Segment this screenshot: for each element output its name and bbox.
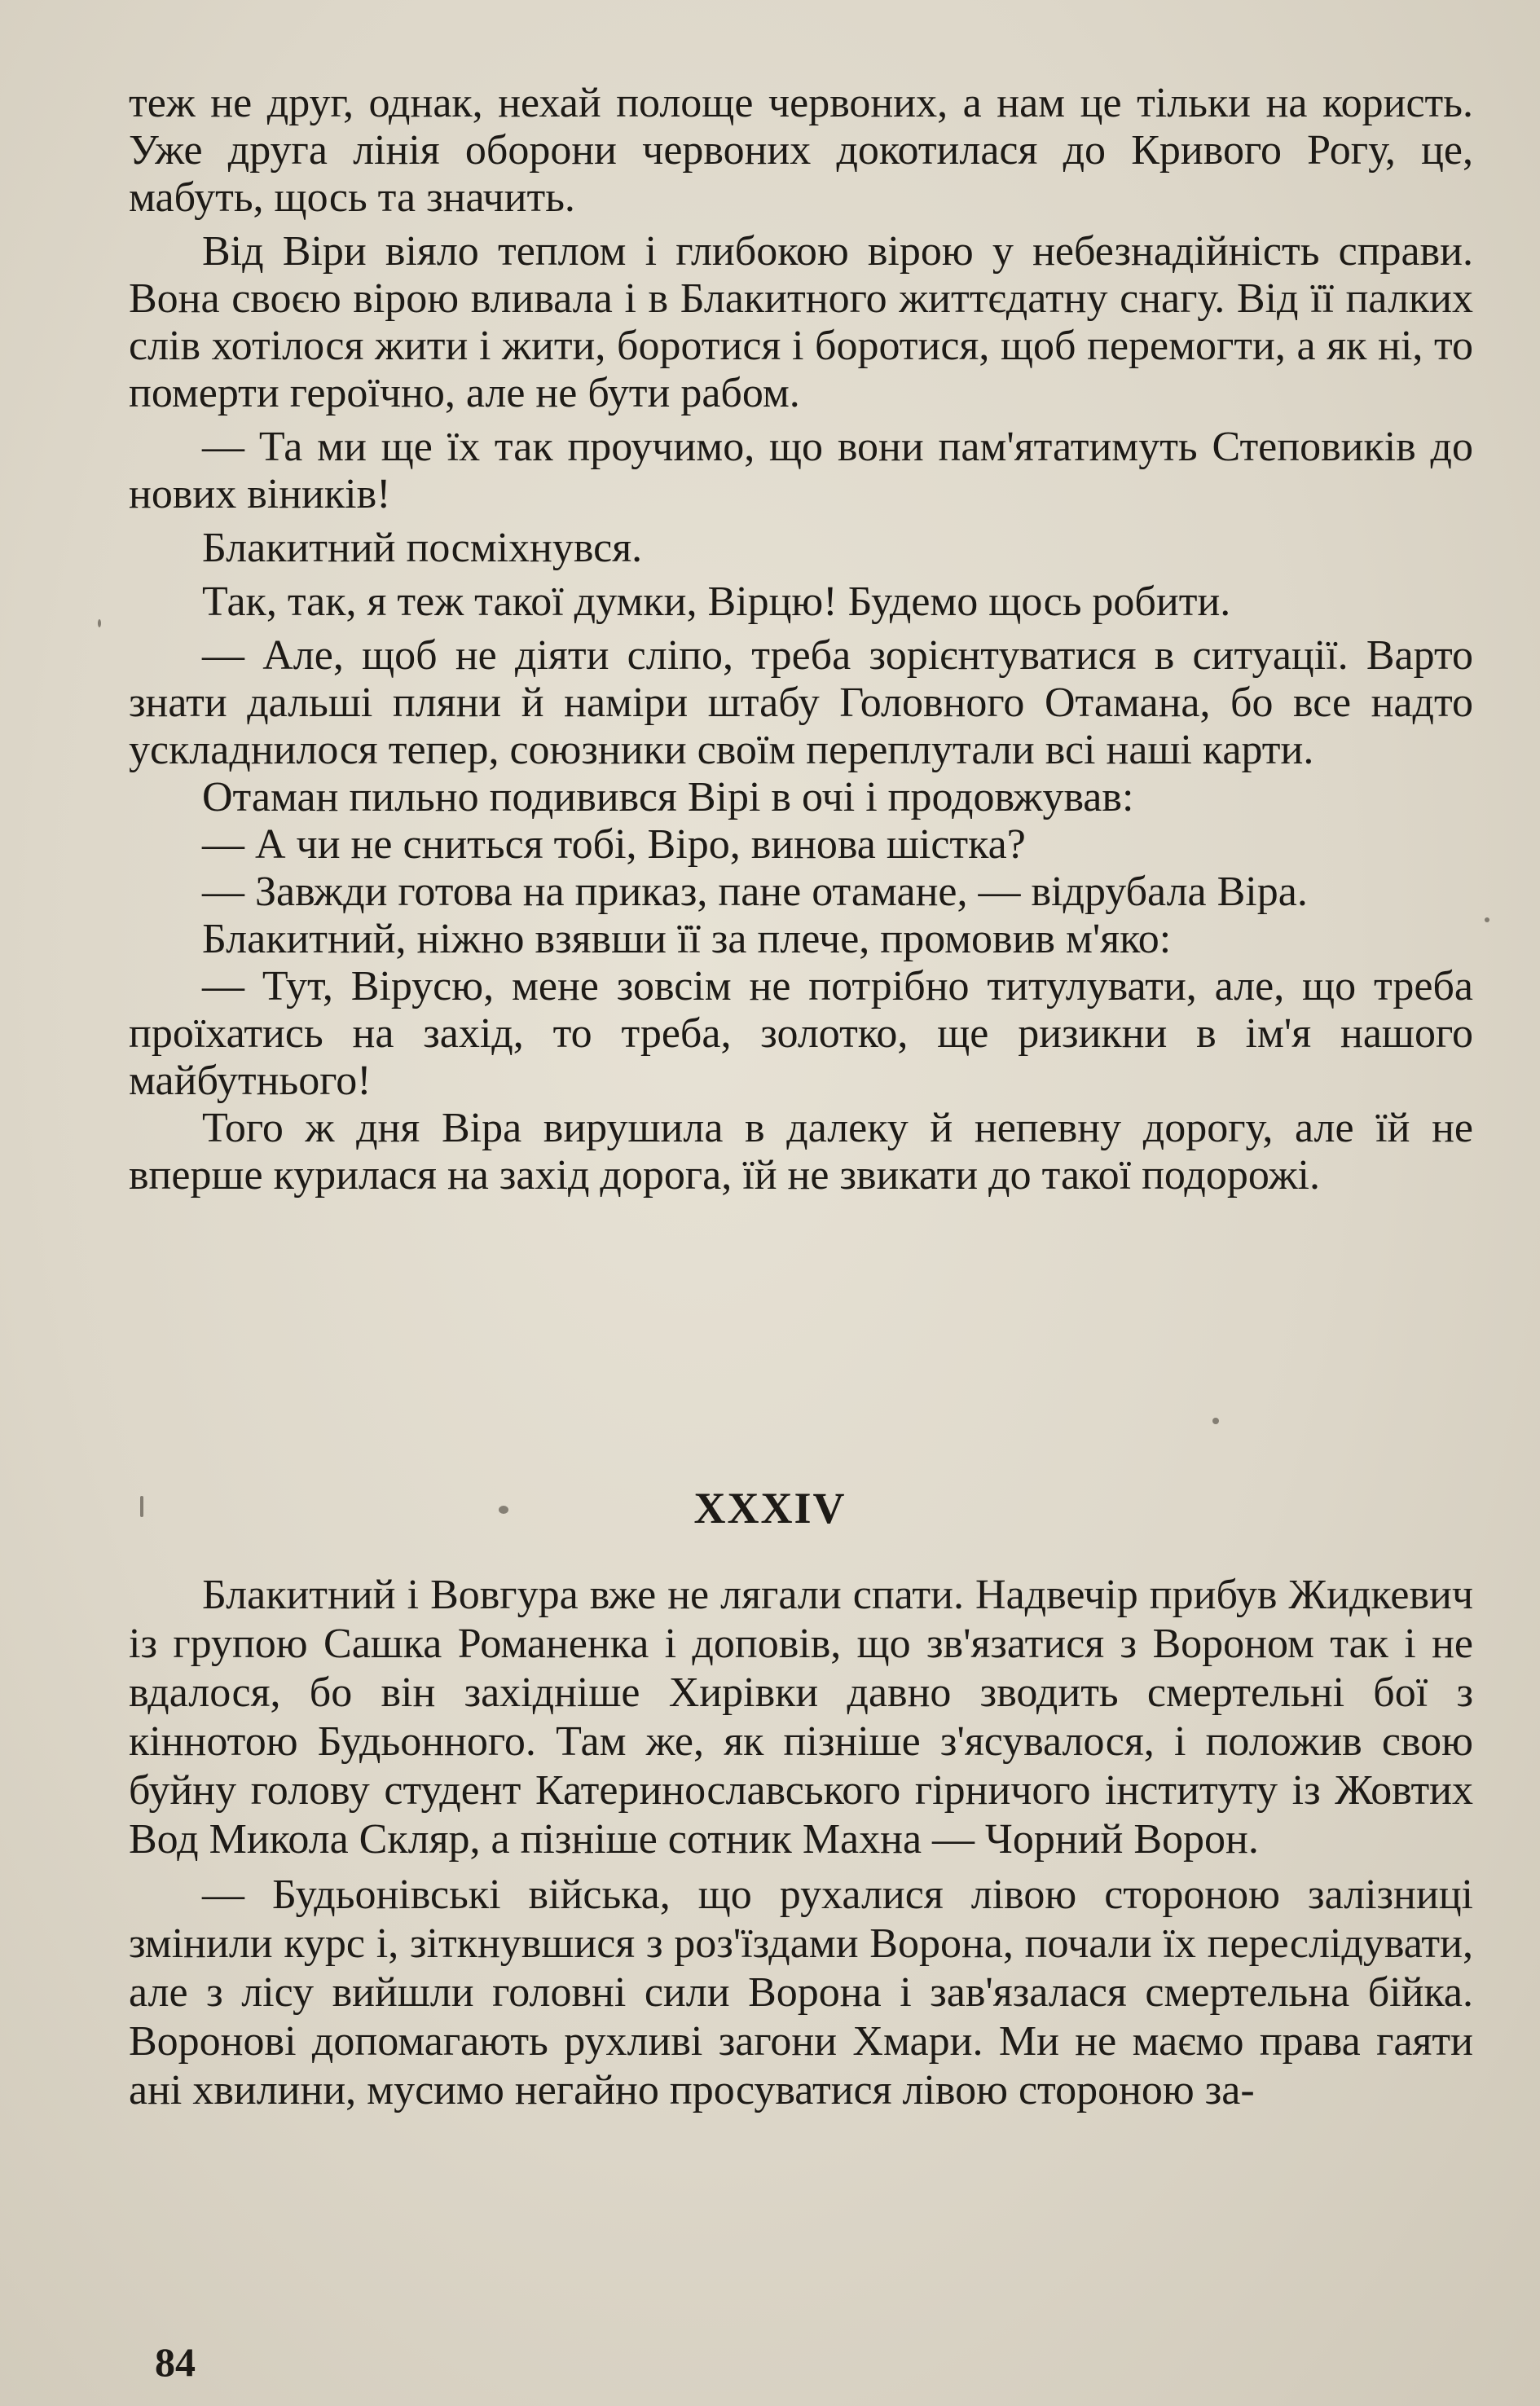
scan-speck [140, 1496, 143, 1517]
paragraph: теж не друг, однак, нехай полоще червоних, а нам це тільки на користь. Уже друга лінія оборони червоних докотилася до Кривого Рогу, це, мабуть, щось та значить. [129, 80, 1473, 221]
paragraph: — Будьонівські війська, що рухалися лівою стороною залізниці змінили курс і, зіткнувшися з роз'їздами Ворона, почали їх переслідувати, але з лісу вийшли головні сили Ворона і зав'язалася смертельна бійка. Воронові допомагають рухливі загони Хмари. Ми не маємо права гаяти ані хвилини, мусимо негайно просуватися лівою стороною за- [129, 1872, 1473, 2113]
chapter-heading: XXXIV [693, 1484, 847, 1533]
paragraph: — Але, щоб не діяти сліпо, треба зорієнтуватися в ситуації. Варто знати дальші пляни й наміри штабу Головного Отамана, бо все надто ускладнилося тепер, союзники своїм переплутали всі наші карти. [129, 632, 1473, 773]
paragraph: Того ж дня Віра вирушила в далеку й непевну дорогу, але їй не вперше курилася на захід дорога, їй не звикати до такої подорожі. [129, 1105, 1473, 1199]
section-one-text [129, 80, 1473, 1199]
section-two-text [129, 1571, 1473, 2115]
paragraph: Блакитний і Вовгура вже не лягали спати. Надвечір прибув Жидкевич із групою Сашка Романенка і доповів, що зв'язатися з Вороном так і не вдалося, бо він західніше Хирівки давно зводить смертельні бої з кіннотою Будьонного. Там же, як пізніше з'ясувалося, і положив свою буйну голову студент Катеринославського гірничого інституту із Жовтих Вод Микола Скляр, а пізніше сотник Махна — Чорний Ворон. [129, 1572, 1473, 1863]
paragraph: Від Віри віяло теплом і глибокою вірою у небезнадійність справи. Вона своєю вірою вливала і в Блакитного життєдатну снагу. Від її палких слів хотілося жити і жити, боротися і боротися, щоб перемогти, а як ні, то померти героїчно, але не бути рабом. [129, 228, 1473, 416]
paragraph: — Тут, Вірусю, мене зовсім не потрібно титулувати, але, що треба проїхатись на захід, то треба, золотко, ще ризикни в ім'я нашого майбутнього! [129, 963, 1473, 1104]
paragraph: — А чи не сниться тобі, Віро, винова шістка? [202, 821, 1026, 868]
paragraph: Так, так, я теж такої думки, Вірцю! Будемо щось робити. [202, 578, 1231, 625]
scan-speck [499, 1506, 508, 1514]
scan-speck [98, 619, 101, 627]
paragraph: Блакитний посміхнувся. [202, 525, 643, 571]
paragraph: — Завжди готова на приказ, пане отамане, — відрубала Віра. [202, 869, 1308, 915]
page-number: 84 [155, 2339, 196, 2385]
paragraph: Отаман пильно подивився Вірі в очі і продовжував: [202, 774, 1134, 820]
scan-speck [1485, 917, 1489, 922]
paragraph: — Та ми ще їх так проучимо, що вони пам'ятатимуть Степовиків до нових віників! [129, 424, 1473, 517]
paragraph: Блакитний, ніжно взявши її за плече, промовив м'яко: [202, 916, 1172, 962]
scan-speck [1212, 1418, 1219, 1424]
